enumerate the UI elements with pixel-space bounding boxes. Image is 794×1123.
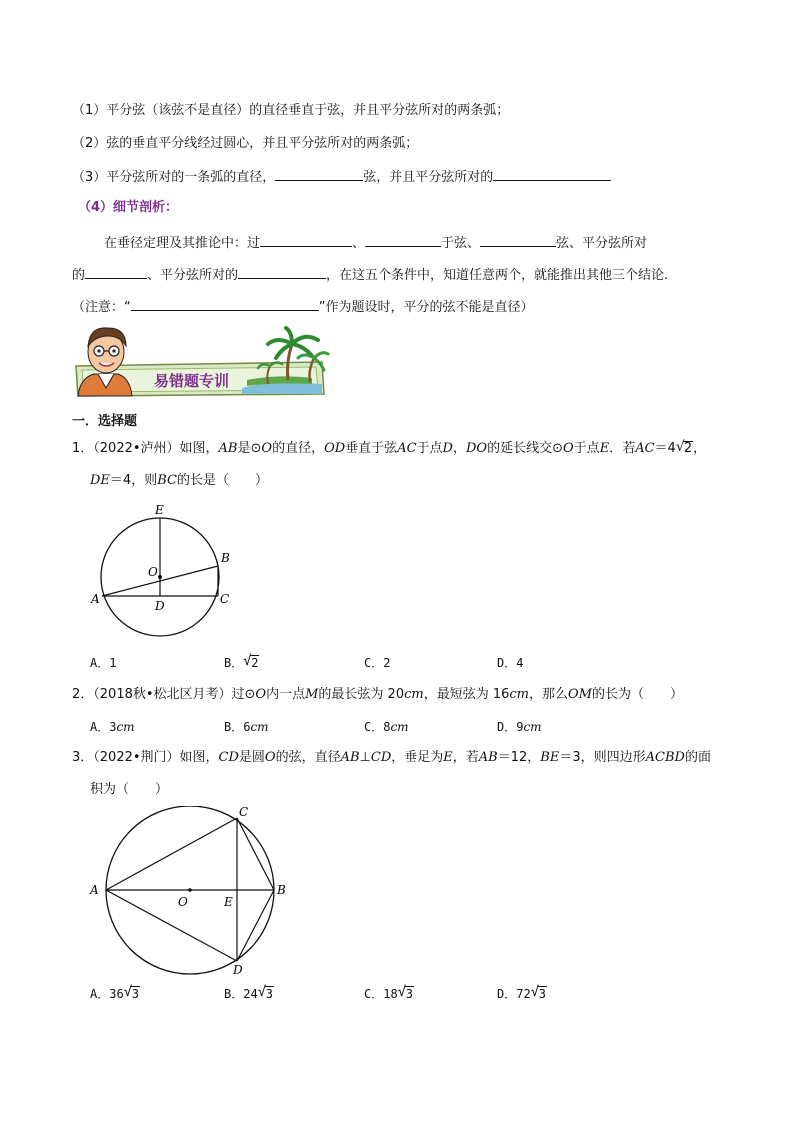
q1-label-B: B [221,551,230,565]
question-3-line-2: 积为（ ） [90,782,169,797]
fill-blank[interactable] [260,232,352,247]
q2-unit: cm [509,687,530,702]
detail-text-a: 在垂径定理及其推论中：过 [104,236,261,251]
q1-label-C: C [220,592,230,606]
q3-label-A: A [90,883,99,897]
q3-option-a-radicand: 3 [131,987,139,1001]
q1-option-c[interactable]: C．2 [364,656,391,670]
q1-text: 是⊙ [237,441,262,456]
teacher-avatar [78,328,132,396]
q1-circle-diagram [88,498,248,658]
q3-text: 的弦，直径 [275,750,341,765]
sqrt-symbol: √ 3 [397,984,413,1001]
banner-title: 易错题专训 [154,372,230,390]
q3-circle-diagram [86,806,296,984]
q2-var: M [305,687,319,702]
q2-unit: cm [116,720,135,734]
q3-text: ，若 [452,750,479,765]
detail-text-c: 于弦、 [441,236,481,251]
q3-segment-CB [237,818,274,890]
q2-option-a[interactable] [90,718,135,735]
q1-text: 的长是（ ） [176,473,268,488]
q1-option-b-label: B． [224,656,244,670]
q1-var: DO [466,441,488,456]
q3-label-B: B [277,883,286,897]
q3-segment-AD [106,890,237,961]
q1-center-point [158,575,162,579]
q1-var: AC [397,441,417,456]
q3-text: 是圆 [238,750,265,765]
q2-var: OM [568,687,592,702]
q3-label-D: D [233,963,243,977]
q3-option-b[interactable] [224,985,274,1002]
q1-var: D [442,441,453,456]
detail-text-d: 弦、平分弦所对 [556,236,648,251]
q3-var: AB [478,750,498,765]
detail-text-b: 、 [352,236,366,251]
q3-option-d[interactable] [497,985,547,1002]
q1-var: O [261,441,273,456]
q3-text: ⊥ [359,750,371,765]
sqrt-symbol: √ 2 [675,439,693,456]
q1-label-O: O [148,565,158,579]
q3-text: ，垂足为 [391,750,444,765]
q1-text: 1．（2022•泸州）如图， [72,441,219,456]
q3-text: ＝3，则四边形 [559,750,646,765]
sqrt-symbol: √ 3 [123,984,139,1001]
q2-unit: cm [250,720,269,734]
q1-text: 垂直于弦 [345,441,398,456]
q1-sqrt-radicand: 2 [683,441,693,456]
q2-text: ，那么 [529,687,569,702]
q1-text: 的直径， [272,441,325,456]
q3-var: O [264,750,276,765]
fill-blank[interactable] [238,264,326,279]
section-title: 一．选择题 [72,414,138,429]
note-text-a: （注意：“ [72,300,131,315]
fill-blank[interactable] [493,166,611,181]
q1-text: ＝4 [654,441,676,456]
theorem-item-3 [72,166,611,187]
q2-text: 2．（2018秋•松北区月考）过⊙ [72,687,256,702]
q3-var: BE [540,750,560,765]
q1-label-D: D [155,599,165,613]
section-banner [72,322,330,398]
q2-option-c-label: C．8 [364,720,391,734]
q3-option-c-radicand: 3 [405,987,413,1001]
q3-var: CD [370,750,392,765]
q3-center-point [188,888,192,892]
q2-option-d-label: D．9 [497,720,524,734]
q3-option-b-label: B．24 [224,987,258,1001]
q3-segment-AC [106,818,237,890]
q1-text: ＝4，则 [109,473,158,488]
q1-text: 的延长线交⊙ [487,441,563,456]
sqrt-symbol: √ 2 [243,653,259,670]
q1-var: AC [635,441,655,456]
q1-text: ， [452,441,466,456]
q2-unit: cm [404,687,424,702]
q1-label-E: E [155,503,164,517]
q2-text: 的最长弦为 20 [318,687,405,702]
q1-var: O [563,441,574,456]
detail-heading: （4）细节剖析： [78,200,179,215]
q3-label-E: E [224,895,233,909]
question-2 [72,686,683,704]
q3-option-c[interactable] [364,985,414,1002]
detail-text-f: 、平分弦所对的 [147,268,239,283]
q2-option-b-label: B．6 [224,720,251,734]
q3-text: 的面 [684,750,711,765]
q1-text: ．若 [609,441,636,456]
theorem-item-2: （2）弦的垂直平分线经过圆心，并且平分弦所对的两条弧； [72,136,419,151]
q1-text: ， [693,441,707,456]
question-3-line-1 [72,749,711,767]
q1-option-d[interactable]: D．4 [497,656,524,670]
q1-text: 于点 [573,441,600,456]
q2-option-c[interactable] [364,718,409,735]
q2-option-b[interactable] [224,718,269,735]
q3-label-O: O [178,895,188,909]
q3-var: E [443,750,453,765]
q3-text: 3．（2022•荆门）如图， [72,750,219,765]
q3-option-d-radicand: 3 [538,987,546,1001]
q1-var: DE [90,473,110,488]
q1-option-b-radicand: 2 [251,656,259,670]
detail-line-2 [72,264,668,285]
fill-blank[interactable] [365,232,441,247]
q1-text: 于点 [416,441,443,456]
theorem-item-3-text-a: （3）平分弦所对的一条弧的直径， [72,170,276,185]
fill-blank[interactable] [480,232,556,247]
detail-text-e: 的 [72,268,86,283]
q2-option-d[interactable] [497,718,542,735]
q1-var: AB [218,441,238,456]
q1-var: BC [157,473,177,488]
q2-unit: cm [390,720,409,734]
q3-segment-DB [237,890,274,961]
q2-text: 内一点 [266,687,306,702]
fill-blank[interactable] [131,296,319,311]
question-1-line-1 [72,440,706,458]
q1-label-A: A [91,592,100,606]
q3-var: ACBD [645,750,685,765]
fill-blank[interactable] [85,264,147,279]
q2-text: ，最短弦为 16 [423,687,510,702]
q1-option-a[interactable]: A．1 [90,656,117,670]
q3-var: CD [218,750,239,765]
note-text-b: ”作为题设时，平分的弦不能是直径） [318,300,534,315]
q3-option-a[interactable] [90,985,140,1002]
theorem-item-3-text-b: 弦，并且平分弦所对的 [363,170,494,185]
q3-option-d-label: D．72 [497,987,531,1001]
detail-text-g: ，在这五个条件中，知道任意两个，就能推出其他三个结论. [326,268,669,283]
sqrt-symbol: √ 3 [257,984,273,1001]
q3-label-C: C [239,806,249,819]
q2-unit: cm [523,720,542,734]
q3-option-b-radicand: 3 [265,987,273,1001]
detail-line-1 [104,232,647,253]
q3-var: AB [340,750,360,765]
q3-option-a-label: A．36 [90,987,124,1001]
q2-option-a-label: A．3 [90,720,117,734]
q2-var: O [255,687,267,702]
theorem-item-1: （1）平分弦（该弦不是直径）的直径垂直于弦，并且平分弦所对的两条弧； [72,103,510,118]
q1-option-b[interactable] [224,654,259,671]
q1-var: OD [324,441,346,456]
sqrt-symbol: √ 3 [530,984,546,1001]
note-line [72,296,534,317]
q3-text: ＝12， [497,750,541,765]
q2-text: 的长为（ ） [592,687,684,702]
q1-var: E [599,441,610,456]
question-1-line-2 [90,472,268,490]
q3-option-c-label: C．18 [364,987,398,1001]
fill-blank[interactable] [275,166,363,181]
